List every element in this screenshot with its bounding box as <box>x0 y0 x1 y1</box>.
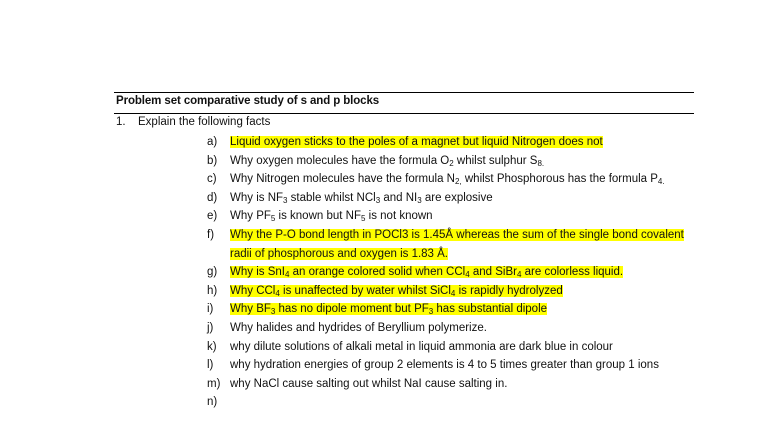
title-underline <box>114 113 694 114</box>
text-run: and SiBr <box>469 266 517 279</box>
text-run: Liquid oxygen sticks to the poles of a magnet but liquid Nitrogen does not <box>230 136 603 148</box>
sub-question-item <box>207 189 687 208</box>
subscript: 8. <box>537 158 545 168</box>
sub-question-item <box>207 319 687 338</box>
subscript: 5 <box>270 214 276 224</box>
text-run: and NI <box>380 191 418 204</box>
sub-question-item <box>207 356 687 375</box>
sub-question-item <box>207 133 687 152</box>
sub-question-label: b) <box>207 154 218 167</box>
sub-question-text <box>230 133 687 152</box>
text-run: whilst Phosphorous has the formula P <box>461 173 658 186</box>
sub-question-label: j) <box>207 321 214 334</box>
text-run: is known but NF <box>275 210 361 223</box>
sub-question-list <box>207 133 687 412</box>
sub-question-item <box>207 282 687 301</box>
text-run: Why is NF <box>230 191 284 204</box>
sub-question-item <box>207 263 687 282</box>
text-run: Why halides and hydrides of Beryllium polymerize. <box>230 321 487 334</box>
sub-question-text <box>230 189 687 208</box>
sub-question-label: m) <box>207 377 221 390</box>
top-rule <box>114 92 694 93</box>
sub-question-item <box>207 226 687 263</box>
text-run: Why oxygen molecules have the formula O <box>230 154 450 167</box>
subscript: 4 <box>465 270 470 280</box>
text-run: is not known <box>365 210 433 223</box>
text-run: Why is SnI <box>230 266 285 279</box>
sub-question-item <box>207 375 687 394</box>
subscript: 3 <box>417 195 422 205</box>
sub-question-label: l) <box>207 359 214 372</box>
sub-question-text <box>230 319 687 338</box>
text-run: why hydration energies of group 2 elements is 4 to 5 times greater than group 1 ions <box>230 359 659 372</box>
sub-question-label: h) <box>207 284 218 297</box>
sub-question-label: f) <box>207 228 215 241</box>
sub-question-item <box>207 393 687 412</box>
subscript: 4 <box>516 270 522 280</box>
text-run: why dilute solutions of alkali metal in liquid ammonia are dark blue in colour <box>230 340 613 353</box>
sub-question-label: g) <box>207 266 218 279</box>
sub-question-label: d) <box>207 191 218 204</box>
text-run: stable whilst NCl <box>287 191 376 204</box>
subscript: 4 <box>275 288 280 298</box>
sub-question-label: n) <box>207 396 218 409</box>
text-run: Why the P-O bond length in POCl3 is 1.45Å whereas the sum of the single bond covalent radii of phosphorous and oxygen is 1.83 Å. <box>230 228 684 260</box>
subscript: 3 <box>375 195 381 205</box>
text-run: Why PF <box>230 210 271 223</box>
text-run: is rapidly hydrolyzed <box>455 284 563 297</box>
subscript: 2 <box>449 158 454 168</box>
sub-question-text <box>230 338 687 357</box>
sub-question-text <box>230 152 687 171</box>
text-run: has substantial dipole <box>433 303 548 316</box>
subscript: 3 <box>283 195 288 205</box>
text-run: an orange colored solid when CCl <box>289 266 466 279</box>
sub-question-item <box>207 207 687 226</box>
subscript: 3 <box>428 307 434 317</box>
text-run: Why Nitrogen molecules have the formula N <box>230 173 455 186</box>
text-run: is unaffected by water whilst SiCl <box>279 284 451 297</box>
sub-question-item <box>207 170 687 189</box>
sub-question-label: c) <box>207 173 217 186</box>
text-run: has no dipole moment but PF <box>275 303 429 316</box>
sub-question-item <box>207 152 687 171</box>
text-run: whilst sulphur S <box>453 154 538 167</box>
question-text: Explain the following facts <box>138 116 271 128</box>
sub-question-text <box>230 356 687 375</box>
subscript: 4. <box>657 177 665 187</box>
sub-question-item <box>207 300 687 319</box>
sub-question-label: i) <box>207 303 214 316</box>
text-run: Why CCl <box>230 284 276 297</box>
subscript: 2, <box>455 177 462 187</box>
sub-question-text <box>230 207 687 226</box>
sub-question-text <box>230 263 687 282</box>
document-title: Problem set comparative study of s and p blocks <box>116 95 380 107</box>
question-number: 1. <box>116 116 126 128</box>
sub-question-label: e) <box>207 210 218 223</box>
sub-question-text <box>230 282 687 301</box>
sub-question-label: a) <box>207 136 218 148</box>
text-run: why NaCl cause salting out whilst NaI cause salting in. <box>230 377 508 390</box>
sub-question-text <box>230 170 687 189</box>
subscript: 4 <box>450 288 456 298</box>
text-run: are colorless liquid. <box>521 266 624 279</box>
subscript: 4 <box>284 270 290 280</box>
subscript: 5 <box>361 214 366 224</box>
sub-question-label: k) <box>207 340 217 353</box>
subscript: 3 <box>270 307 276 317</box>
sub-question-text <box>230 375 687 394</box>
sub-question-text <box>230 226 687 263</box>
sub-question-text <box>230 393 687 412</box>
text-run: are explosive <box>421 191 493 204</box>
sub-question-text <box>230 300 687 319</box>
text-run: Why BF <box>230 303 271 316</box>
sub-question-item <box>207 338 687 357</box>
